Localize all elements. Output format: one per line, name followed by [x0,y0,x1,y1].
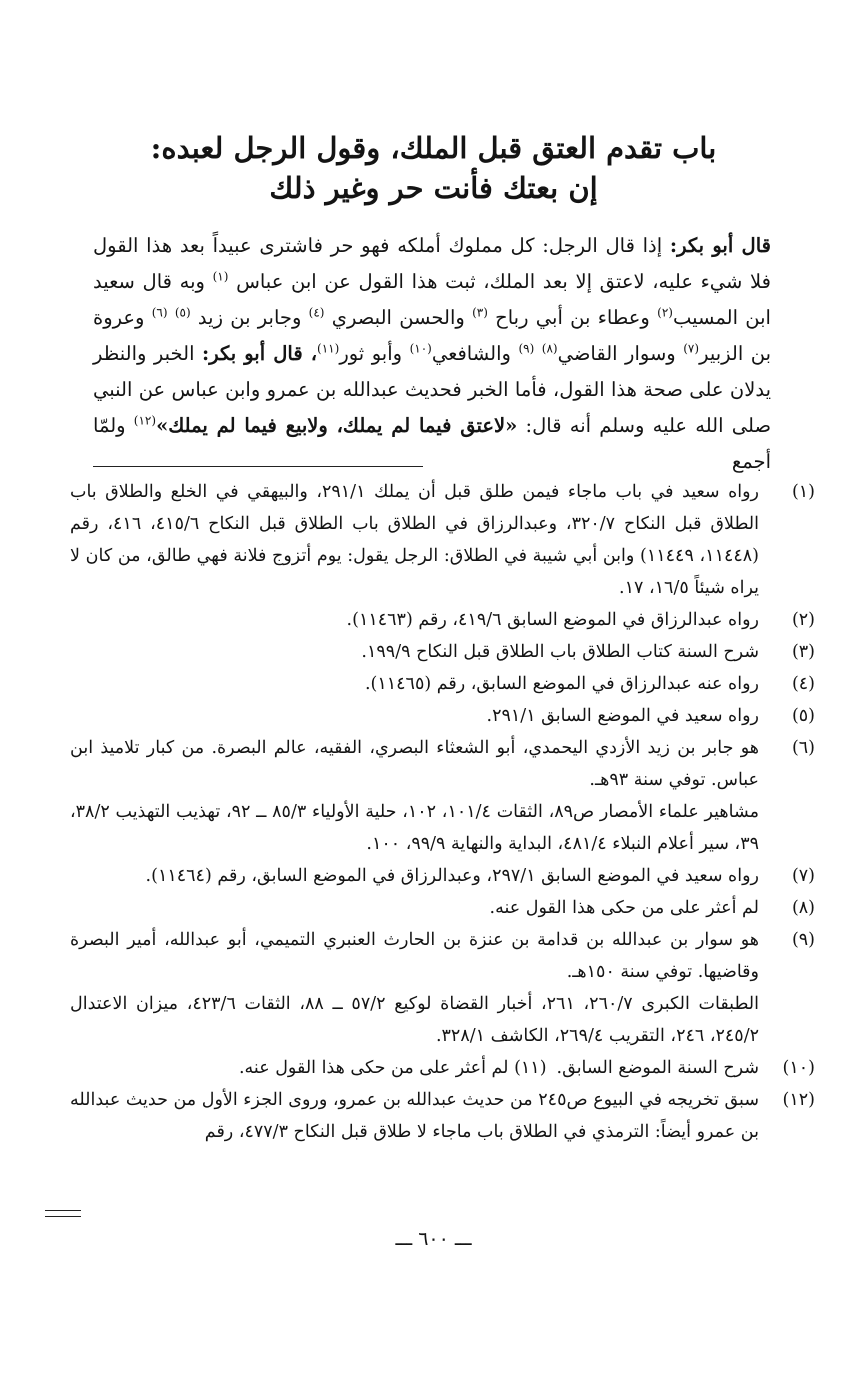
footnote-text: سبق تخريجه في البيوع ص٢٤٥ من حديث عبدالله بن عمرو، وروى الجزء الأول من حديث عبدالله بن عمرو أيضاً: الترمذي في الطلاق باب ماجاء لا طلاق قبل النكاح ٤٧٧/٣، رقم [70,1090,759,1142]
speaker-label: قال أبو بكر: [669,234,771,257]
footnote-number: (٣) [791,642,815,662]
footnote-marker: (١١) [317,341,340,356]
text-segment: وبه قال سعيد ابن المسيب [93,270,771,329]
footnote-marker: (١) [212,269,229,284]
footnote-number: (١١) [514,1058,547,1078]
footnote-number: (١) [791,482,815,502]
footnote [70,892,815,924]
footnote-marker: (٨) [541,341,558,356]
footnote [70,732,815,796]
footnote [70,860,815,892]
footnote-text: رواه سعيد في باب ماجاء فيمن طلق قبل أن يملك ٢٩١/١، والبيهقي في الخلع والطلاق باب الطلاق قبل النكاح ٣٢٠/٧، وعبدالرزاق في الطلاق باب الطلاق قبل النكاح ٤١٥/٦، ٤١٦، رقم (١١٤٤٨، ١١٤٤٩) وابن أبي شيبة في الطلاق: الرجل يقول: يوم أتزوج فلانة فهي طالق، من كان لا يراه شيئاً ١٦/٥، ١٧. [70,482,759,598]
footnote [70,636,815,668]
speaker-label: ، قال أبو بكر: [202,342,318,365]
footnote-marker: (٥) [174,305,191,320]
footnote-text: رواه عبدالرزاق في الموضع السابق ٤١٩/٦، رقم (١١٤٦٣). [346,610,759,630]
page-number: ـــ ٦٠٠ ـــ [395,1228,472,1250]
footnotes [70,476,815,1148]
footnote [70,604,815,636]
text-segment: والحسن البصري [331,306,465,329]
footnote-text: رواه سعيد في الموضع السابق ٢٩١/١. [486,706,759,726]
chapter-title [60,128,807,208]
footnote-text: هو جابر بن زيد الأزدي اليحمدي، أبو الشعثاء البصري، الفقيه، عالم البصرة. من كبار تلاميذ ابن عباس. توفي سنة ٩٣هـ. [70,738,759,790]
chapter-title-line-2: إن بعتك فأنت حر وغير ذلك [269,171,598,205]
footnote [70,1084,815,1148]
footnote-number: (٩) [791,930,815,950]
footnote-number: (٨) [791,898,815,918]
text-segment: إذا قال الرجل: كل مملوك أملكه فهو حر فاشترى عبيداً بعد هذا القول فلا شيء عليه، لاعتق إلا بعد الملك، ثبت هذا القول عن ابن عباس [93,234,771,293]
main-paragraph [93,228,771,480]
footnote-marker: (٦) [151,305,168,320]
footnote-text [70,1052,759,1084]
text-segment: وعطاء بن أبي رباح [495,306,650,329]
footnote-marker: (١٢) [133,413,157,428]
footnote-marker: (٣) [472,305,488,320]
footnote-text: رواه عنه عبدالرزاق في الموضع السابق، رقم (١١٤٦٥). [364,674,759,694]
footnote [70,476,815,604]
footnote-text: لم أعثر على من حكى هذا القول عنه. [489,898,759,918]
footnote-number: (٦) [791,738,815,758]
text-segment: وسوار القاضي [557,342,676,365]
text-segment: وأبو ثور [339,342,403,365]
footnote-number: (٤) [791,674,815,694]
text-segment: الخبر والنظر يدلان على صحة هذا القول، فأما الخبر فحديث عبدالله بن عمرو وابن عباس عن النبي صلى الله عليه وسلم أنه قال: [93,342,772,437]
footnote-sources: الطبقات الكبرى ٢٦٠/٧، ٢٦١، أخبار القضاة لوكيع ٥٧/٢ ــ ٨٨، الثقات ٤٢٣/٦، ميزان الاعتدال ٢٤٥/٢، ٢٤٦، التقريب ٢٦٩/٤، الكاشف ٣٢٨/١. [70,994,759,1046]
continuation-mark [45,1210,81,1217]
footnote [70,1052,815,1084]
footnote-number: (٧) [791,866,815,886]
footnote-number: (٢) [791,610,815,630]
main-text [93,228,771,480]
text-segment: وجابر بن زيد [197,306,302,329]
footnote [70,668,815,700]
footnote-sources: مشاهير علماء الأمصار ص٨٩، الثقات ١٠١/٤، ١٠٢، حلية الأولياء ٨٥/٣ ــ ٩٢، تهذيب التهذيب ٣٨/٢، ٣٩، سير أعلام النبلاء ٤٨١/٤، البداية والنهاية ٩٩/٩، ١٠٠. [70,802,759,854]
hadith-quote: «لاعتق فيما لم يملك، ولابيع فيما لم يملك» [156,414,518,437]
footnote-text: رواه سعيد في الموضع السابق ٢٩٧/١، وعبدالرزاق في الموضع السابق، رقم (١١٤٦٤). [145,866,759,886]
footnote-marker: (٢) [657,305,673,320]
text-segment: ولمّا أجمع [93,414,771,473]
footnote-marker: (١٠) [409,341,432,356]
text-segment: والشافعي [431,342,511,365]
footnote-text-10: شرح السنة الموضع السابق. [556,1058,759,1078]
footnote-marker: (٩) [518,341,535,356]
footnote-separator [93,466,423,467]
footnote-number: (٥) [791,706,815,726]
footnote-marker: (٤) [308,305,325,320]
footnote-text: شرح السنة كتاب الطلاق باب الطلاق قبل النكاح ١٩٩/٩. [361,642,759,662]
footnote-text-11: لم أعثر على من حكى هذا القول عنه. [238,1058,509,1078]
footnote [70,924,815,988]
text-segment: وعروة بن الزبير [93,306,772,365]
footnote-text: هو سوار بن عبدالله بن قدامة بن عنزة بن الحارث العنبري التميمي، أبو عبدالله، أمير البصرة وقاضيها. توفي سنة ١٥٠هـ. [70,930,759,982]
footnote-number: (١٠) [782,1058,815,1078]
footnote [70,700,815,732]
chapter-title-line-1: باب تقدم العتق قبل الملك، وقول الرجل لعبده: [150,131,717,165]
footnote-number: (١٢) [782,1090,815,1110]
footnote-marker: (٧) [683,341,700,356]
